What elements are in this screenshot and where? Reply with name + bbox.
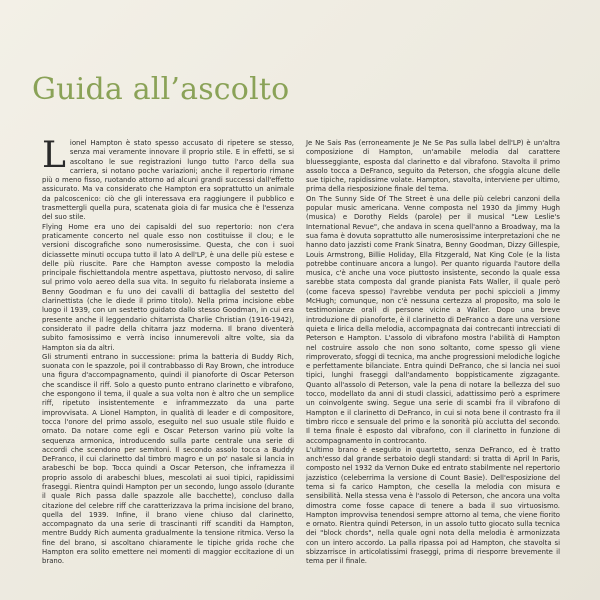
left-column: [42, 135, 294, 567]
paragraph-intro: ionel Hampton è stato spesso accusato di ripetere se stesso, senza mai veramente innovare il proprio stile. E in effetti, se si ascoltano le sue registrazioni lungo tutto l'arco della sua carriera, si notano poche variazioni; anche il repertorio rimane più o meno fisso, ruotando attorno ad alcuni grandi successi dall'effetto assicurato. Ma va considerato che Hampton era soprattutto un animale da palcoscenico: ciò che gli interessava era raggiungere il pubblico e trasmettergli quella pura, scatenata gioia di far musica che è l'essenza del suo stile.: [42, 139, 294, 222]
paragraph-je-ne-sais-pas: Je Ne Sais Pas (erroneamente Je Ne Se Pas sulla label dell'LP) è un'altra composizione di Hampton, un'amabile melodia dal carattere bluesseggiante, esposta dal clarinetto e dal vibrafono. Stavolta il primo assolo tocca a DeFranco, seguito da Peterson, che sfoggia alcune delle sue tipiche, rapidissime volate. Hampton, stavolta, interviene per ultimo, prima della riesposizione finale del tema.: [306, 139, 560, 194]
paragraph-april-in-paris: L'ultimo brano è eseguito in quartetto, senza DeFranco, ed è tratto anch'esso dal grande serbatoio degli standard: si tratta di April In Paris, composto nel 1932 da Vernon Duke ed entrato stabilmente nel repertorio jazzistico (celeberrima la versione di Count Basie). Dell'esposizione del tema si fa carico Hampton, che cesella la melodia con misura e sensibilità. Nella stessa vena è l'assolo di Peterson, che ancora una volta dimostra come fosse capace di tenere a bada il suo virtuosismo. Hampton improvvisa tenendosi sempre attorno al tema, che viene fiorito e ornato. Rientra quindi Peterson, in un assolo tutto giocato sulla tecnica dei "block chords", nella quale ogni nota della melodia è armonizzata con un intero accordo. La palla ripassa poi ad Hampton, che stavolta si sbizzarrisce in articolatissimi fraseggi, prima di riesporre brevemente il tema per il finale.: [306, 445, 560, 566]
paragraph-flying-home-solos: Gli strumenti entrano in successione: prima la batteria di Buddy Rich, suonata con le spazzole, poi il contrabbasso di Ray Brown, che introduce una figura d'accompagnamento, quindi il pianoforte di Oscar Peterson che scandisce il riff. Solo a questo punto entrano clarinetto e vibrafono, che espongono il tema, il quale a sua volta non è altro che un semplice riff, ripetuto insistentemente e inframmezzato da una parte improvvisata. A Lionel Hampton, in qualità di leader e di compositore, tocca l'onore del primo assolo, eseguito nel suo usuale stile fluido e ornato. Da notare come egli e Oscar Peterson varino più volte la sequenza armonica, introducendo sulla parte centrale una serie di accordi che scendono per semitoni. Il secondo assolo tocca a Buddy DeFranco, il cui clarinetto dal timbro magro e un po' nasale si lancia in arabeschi be bop. Tocca quindi a Oscar Peterson, che inframezza il proprio assolo di arabeschi blues, mescolati ai suoi tipici, rapidissimi fraseggi. Rientra quindi Hampton per un secondo, lungo assolo (durante il quale Rich passa dalle spazzole alle bacchette), concluso dalla citazione del celebre riff che caratterizzava la prima incisione del brano, quella del 1939. Infine, il brano viene chiuso dal clarinetto, accompagnato da una serie di trascinanti riff scanditi da Hampton, mentre Buddy Rich aumenta gradualmente la tensione ritmica. Verso la fine del brano, si ascoltano chiaramente le tipiche grida roche che Hampton era solito emettere nei momenti di maggior eccitazione di un brano.: [42, 352, 294, 566]
page-title: Guida all’ascolto: [32, 72, 290, 107]
paragraph-flying-home: Flying Home era uno dei capisaldi del suo repertorio: non c'era praticamente concerto nel quale esso non costituisse il clou; e le versioni discografiche sono numerosissime. Questa, che con i suoi diciassette minuti occupa tutto il lato A dell'LP, è una delle più estese e delle più riuscite. Pare che Hampton avesse composto la melodia principale fischiettandola mentre aspettava, piuttosto nervoso, di salire sul primo volo aereo della sua vita. In seguito fu rielaborata insieme a Benny Goodman e fu uno dei cavalli di battaglia del sestetto del clarinettista (che le diede il primo titolo). Nella prima incisione ebbe luogo il 1939, con un sestetto guidato dallo stesso Goodman, in cui era presente anche il leggendario chitarrista Charlie Christian (1916-1942), considerato il padre della chitarra jazz moderna. Il brano diventerà subito famosissimo e verrà inciso innumerevoli altre volte, sia da Hampton sia da altri.: [42, 222, 294, 352]
right-column: [306, 139, 560, 567]
drop-cap: L: [42, 135, 66, 176]
paragraph-sunny-side: On The Sunny Side Of The Street è una delle più celebri canzoni della popular music americana. Venne composta nel 1930 da Jimmy Hugh (musica) e Dorothy Fields (parole) per il musical "Lew Leslie's International Revue", che andava in scena quell'anno a Broadway, ma la sua fama è dovuta soprattutto alle numerosissime interpretazioni che ne hanno dato jazzisti come Frank Sinatra, Benny Goodman, Dizzy Gillespie, Louis Armstrong, Billie Holiday, Ella Fitzgerald, Nat King Cole (e la lista potrebbe continuare ancora a lungo). Per quanto riguarda l'autore della musica, c'è anche una voce piuttosto insistente, secondo la quale essa sarebbe stata composta dal grande pianista Fats Waller, il quale però (come faceva spesso) l'avrebbe venduta per pochi spiccioli a Jimmy McHugh; comunque, non c'è nessuna certezza al proposito, ma solo le testimonianze orali di persone vicine a Waller. Dopo una breve introduzione di pianoforte, è il clarinetto di DeFranco a dare una versione quieta e lirica della melodia, accompagnata dai contrecanti intrecciati di Peterson e Hampton. L'assolo di vibrafono mostra l'abilità di Hampton nel costruire assolo che non sono soltanto, come spesso gli viene rimproverato, sfoggi di tecnica, ma anche progressioni melodiche logiche e perfettamente bilanciate. Entra quindi DeFranco, che si lancia nei suoi tipici, lunghi fraseggi dall'andamento boppisticamente zigzagante. Quanto all'assolo di Peterson, vale la pena di notare la bellezza del suo tocco, modellato da anni di studi classici, adattissimo però a esprimere un coinvolgente swing. Segue una serie di scambi fra il vibrafono di Hampton e il clarinetto di DeFranco, in cui si nota bene il contrasto fra il timbro ricco e sensuale del primo e la sonorità più acciutta del secondo. Il tema finale è esposto dal vibrafono, con il clarinetto in funzione di accompagnamento in controcanto.: [306, 194, 560, 445]
